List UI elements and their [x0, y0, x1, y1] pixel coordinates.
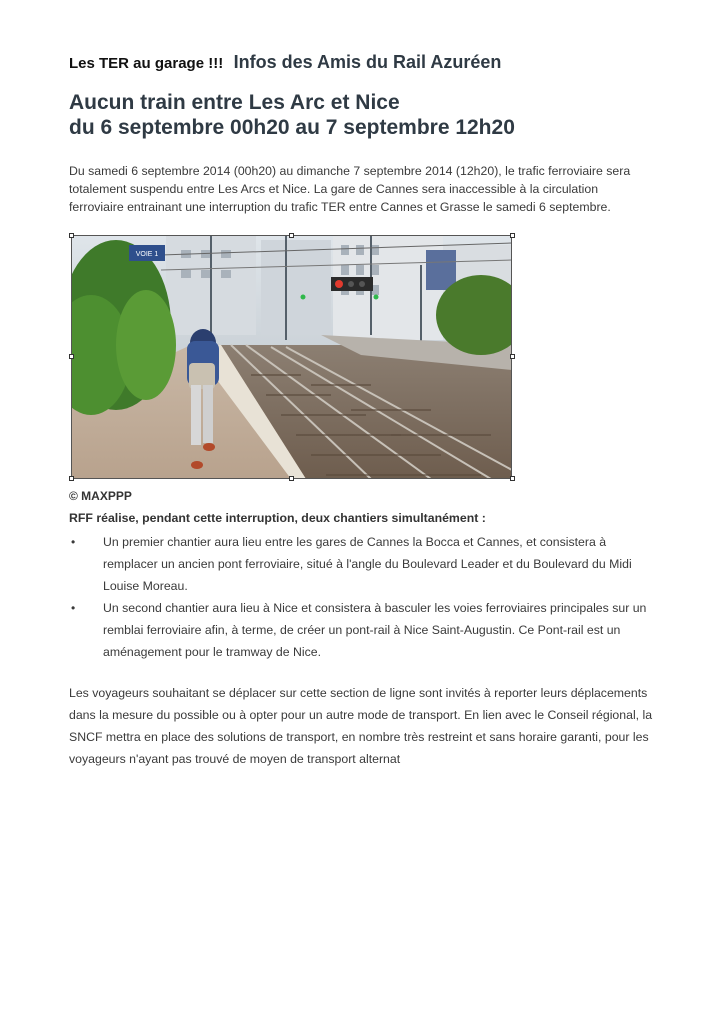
intro-paragraph: Du samedi 6 septembre 2014 (00h20) au dimanche 7 septembre 2014 (12h20), le trafic ferroviaire sera totalement suspendu entre Les Arcs et Nice. La gare de Cannes sera inaccessible à la circulation ferroviaire entrainant une interruption du trafic TER entre Cannes et Grasse le samedi 6 septembre. [69, 164, 631, 214]
resize-handle-top-center[interactable] [289, 233, 294, 238]
resize-handle-bottom-center[interactable] [289, 476, 294, 481]
photo-credit: © MAXPPP [69, 489, 132, 503]
list-item-text: Un premier chantier aura lieu entre les gares de Cannes la Bocca et Cannes, et consistera à remplacer un ancien pont ferroviaire, situé à l'angle du Boulevard Leader et du Boulevard du Midi Louise Moreau. [103, 535, 632, 593]
works-list [69, 531, 649, 663]
closing-paragraph: Les voyageurs souhaitant se déplacer sur cette section de ligne sont invités à reporter leurs déplacements dans la mesure du possible ou à opter pour un autre mode de transport. En lien avec le Conseil régional, la SNCF mettra en place des solutions de transport, en nombre très restreint et sans horaire garanti, pour les voyageurs n'ayant pas trouvé de moyen de transport alternat [69, 686, 653, 766]
headline [69, 90, 689, 140]
headline-line-1: Aucun train entre Les Arc et Nice [69, 91, 400, 114]
resize-handle-middle-left[interactable] [69, 354, 74, 359]
resize-handle-bottom-right[interactable] [510, 476, 515, 481]
voie-sign-text: VOIE 1 [135, 251, 159, 258]
bullet-icon: • [71, 601, 76, 615]
resize-handle-top-right[interactable] [510, 233, 515, 238]
news-photo[interactable] [71, 235, 512, 479]
list-item [69, 531, 649, 597]
works-subheading: RFF réalise, pendant cette interruption, deux chantiers simultanément : [69, 511, 486, 525]
railway-platform-image [71, 235, 512, 479]
list-item-text: Un second chantier aura lieu à Nice et consistera à basculer les voies ferroviaires principales sur un remblai ferroviaire afin, à terme, de créer un pont-rail à Nice Saint-Augustin. Ce Pont-rail est un aménagement pour le tramway de Nice. [103, 601, 647, 659]
header-source: Infos des Amis du Rail Azuréen [233, 52, 502, 72]
resize-handle-bottom-left[interactable] [69, 476, 74, 481]
header-prefix: Les TER au garage !!! [69, 55, 224, 72]
bullet-icon: • [71, 535, 76, 549]
header-line [69, 52, 501, 73]
resize-handle-middle-right[interactable] [510, 354, 515, 359]
headline-line-2: du 6 septembre 00h20 au 7 septembre 12h20 [69, 116, 515, 139]
resize-handle-top-left[interactable] [69, 233, 74, 238]
list-item [69, 597, 649, 663]
